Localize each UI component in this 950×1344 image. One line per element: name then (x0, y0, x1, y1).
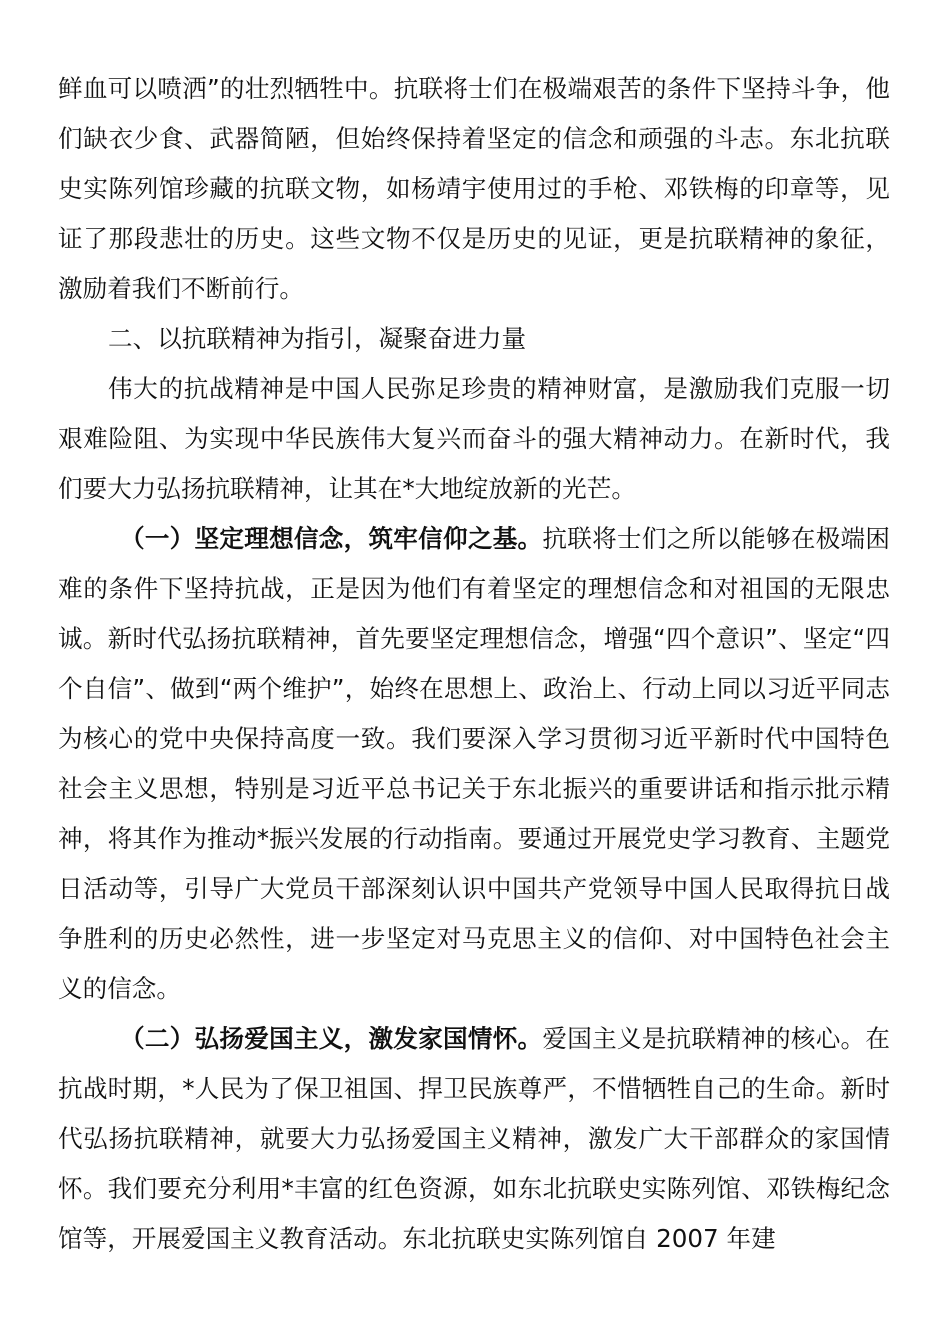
subheading-2: （二）弘扬爱国主义，激发家国情怀。 (120, 1024, 543, 1053)
paragraph-4-body: 爱国主义是抗联精神的核心。在抗战时期，*人民为了保卫祖国、捍卫民族尊严，不惜牺牲自己的生命。新时代弘扬抗联精神，就要大力弘扬爱国主义精神，激发广大干部群众的家国情怀。我们要充分利用*丰富的红色资源，如东北抗联史实陈列馆、邓铁梅纪念馆等，开展爱国主义教育活动。东北抗联史实陈列馆自 2007 年建 (58, 1024, 890, 1253)
document-page (58, 64, 890, 1264)
subheading-1: （一）坚定理想信念，筑牢信仰之基。 (120, 524, 543, 553)
paragraph-4 (58, 1014, 890, 1264)
paragraph-3 (58, 514, 890, 1014)
paragraph-3-body: 抗联将士们之所以能够在极端困难的条件下坚持抗战，正是因为他们有着坚定的理想信念和对祖国的无限忠诚。新时代弘扬抗联精神，首先要坚定理想信念，增强“四个意识”、坚定“四个自信”、做到“两个维护”，始终在思想上、政治上、行动上同以习近平同志为核心的党中央保持高度一致。我们要深入学习贯彻习近平新时代中国特色社会主义思想，特别是习近平总书记关于东北振兴的重要讲话和指示批示精神，将其作为推动*振兴发展的行动指南。要通过开展党史学习教育、主题党日活动等，引导广大党员干部深刻认识中国共产党领导中国人民取得抗日战争胜利的历史必然性，进一步坚定对马克思主义的信仰、对中国特色社会主义的信念。 (58, 524, 890, 1003)
paragraph-2: 伟大的抗战精神是中国人民弥足珍贵的精神财富，是激励我们克服一切艰难险阻、为实现中华民族伟大复兴而奋斗的强大精神动力。在新时代，我们要大力弘扬抗联精神，让其在*大地绽放新的光芒。 (58, 374, 890, 503)
paragraph-1: 鲜血可以喷洒”的壮烈牺牲中。抗联将士们在极端艰苦的条件下坚持斗争，他们缺衣少食、武器简陋，但始终保持着坚定的信念和顽强的斗志。东北抗联史实陈列馆珍藏的抗联文物，如杨靖宇使用过的手枪、邓铁梅的印章等，见证了那段悲壮的历史。这些文物不仅是历史的见证，更是抗联精神的象征，激励着我们不断前行。 (58, 74, 890, 303)
section-heading-2: 二、以抗联精神为指引，凝聚奋进力量 (108, 324, 527, 353)
